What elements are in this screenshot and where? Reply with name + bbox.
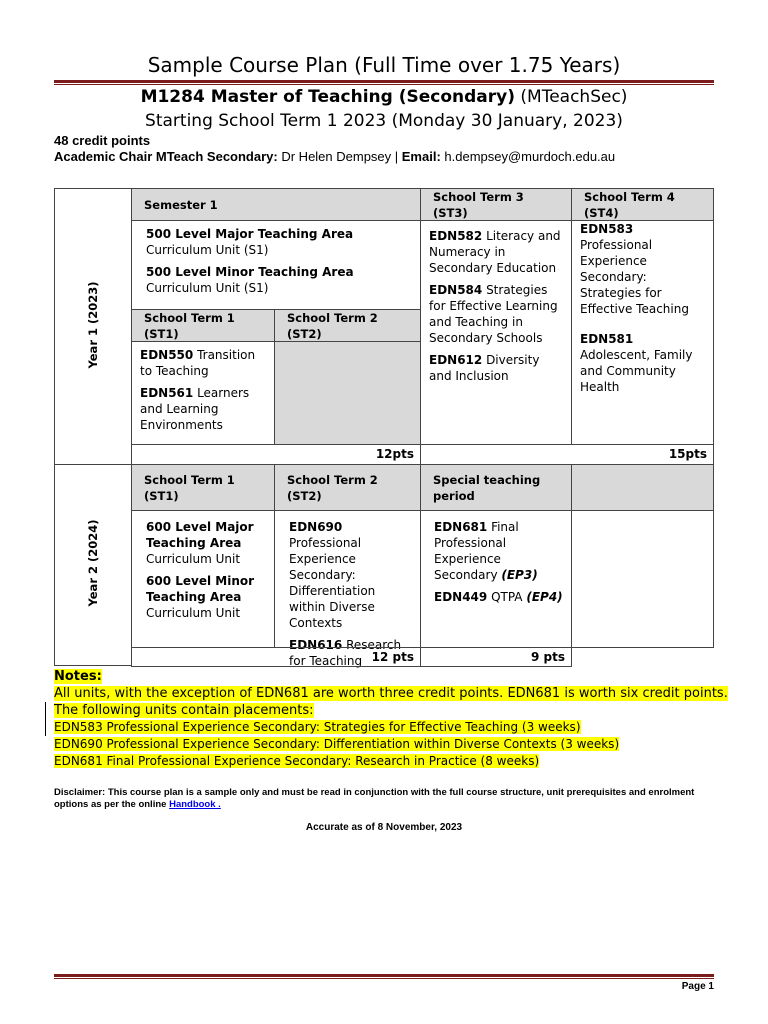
y2-st1-units <box>131 510 275 648</box>
handbook-link[interactable]: Handbook . <box>169 799 221 810</box>
st4-header <box>571 188 714 221</box>
unit-entry <box>146 573 266 621</box>
unit-entry <box>429 282 563 346</box>
page-header-title: Sample Course Plan (Full Time over 1.75 Years) <box>147 53 621 77</box>
st4-units <box>571 220 714 445</box>
y2-st1-header <box>131 464 275 511</box>
course-abbrev: (MTeachSec) <box>515 87 628 107</box>
unit-title: Literacy and Numeracy in Secondary Education <box>429 229 561 275</box>
unit-entry <box>580 331 705 395</box>
notes-line <box>54 702 728 719</box>
unit-code: EDN583 <box>580 222 634 236</box>
unit-entry <box>580 221 705 317</box>
unit-entry <box>140 385 266 433</box>
unit-title: Curriculum Unit <box>146 606 241 620</box>
unit-code: EDN584 <box>429 283 483 297</box>
special-period-header <box>420 464 572 511</box>
notes-line <box>54 719 728 736</box>
notes-line-text: The following units contain placements: <box>54 703 314 718</box>
semester1-units <box>131 220 421 310</box>
disclaimer-text: Disclaimer: This course plan is a sample only and must be read in conjunction with the full course structure, unit prerequisites and enrolment options as per the online <box>54 787 695 810</box>
semester1-header <box>131 188 421 221</box>
accuracy-date: Accurate as of 8 November, 2023 <box>305 822 463 833</box>
notes-heading-text: Notes: <box>54 669 102 684</box>
semester1-header-label: Semester 1 <box>144 197 218 212</box>
footer-rule <box>54 974 714 977</box>
course-start: Starting School Term 1 2023 (Monday 30 January, 2023) <box>145 111 623 131</box>
unit-code: EDN561 <box>140 386 194 400</box>
unit-entry <box>429 352 563 384</box>
unit-entry <box>429 228 563 276</box>
unit-code: EDN581 <box>580 332 634 346</box>
y2-pts-mid: 9 pts <box>420 647 572 667</box>
y1-pts-right: 15pts <box>420 444 714 465</box>
unit-title: Adolescent, Family and Community Health <box>580 348 693 394</box>
st3-header <box>420 188 572 221</box>
st4-header-label: School Term 4 (ST4) <box>584 189 675 220</box>
y1-st2-header-label: School Term 2 (ST2) <box>287 310 378 341</box>
st3-units <box>420 220 572 445</box>
header-rule <box>54 80 714 83</box>
y1-st2-header <box>274 309 421 342</box>
unit-entry <box>146 264 412 296</box>
unit-entry <box>146 226 412 258</box>
unit-code: 600 Level Major Teaching Area <box>146 520 254 550</box>
unit-title: Diversity and Inclusion <box>429 353 540 383</box>
y1-st1-header <box>131 309 275 342</box>
unit-entry <box>434 519 563 583</box>
credit-points: 48 credit points <box>54 133 151 148</box>
y1-pts-left: 12pts <box>131 444 421 465</box>
unit-title: Final Professional Experience Secondary <box>434 520 519 582</box>
year1-label: Year 1 (2023) <box>86 281 100 369</box>
unit-ep-tag: (EP4) <box>526 590 563 604</box>
notes-line <box>54 736 728 753</box>
notes-line <box>54 753 728 770</box>
unit-title: Curriculum Unit (S1) <box>146 243 269 257</box>
y2-st2-header <box>274 464 421 511</box>
header-rule-thin <box>54 84 714 85</box>
unit-code: EDN690 <box>289 520 343 534</box>
chair-label: Academic Chair MTeach Secondary: <box>54 149 278 164</box>
special-period-units <box>420 510 572 648</box>
unit-code: EDN616 <box>289 638 343 652</box>
notes-line-text: EDN681 Final Professional Experience Secondary: Research in Practice (8 weeks) <box>54 754 540 768</box>
academic-chair <box>54 149 615 164</box>
notes-heading <box>54 668 728 685</box>
y2-st4-header-empty <box>571 464 714 511</box>
unit-entry <box>146 519 266 567</box>
y2-pts-left: 12 pts <box>131 647 421 667</box>
notes-line-text: EDN583 Professional Experience Secondary: Strategies for Effective Teaching (3 weeks) <box>54 720 581 734</box>
special-period-header-label: Special teaching period <box>433 472 541 503</box>
y2-st2-header-label: School Term 2 (ST2) <box>287 472 378 503</box>
unit-entry <box>140 347 266 379</box>
unit-ep-tag: (EP3) <box>501 568 538 582</box>
unit-code: 500 Level Major Teaching Area <box>146 227 354 241</box>
page-number: Page 1 <box>681 981 714 992</box>
unit-entry <box>434 589 563 605</box>
unit-title: Professional Experience Secondary: Strategies for Effective Teaching <box>580 238 689 316</box>
unit-code: 600 Level Minor Teaching Area <box>146 574 255 604</box>
course-code-name: M1284 Master of Teaching (Secondary) <box>140 87 515 107</box>
text-cursor <box>45 702 46 736</box>
notes-section <box>54 668 728 770</box>
y2-st4-empty <box>571 510 714 648</box>
unit-code: EDN582 <box>429 229 483 243</box>
unit-title: Curriculum Unit (S1) <box>146 281 269 295</box>
unit-code: EDN681 <box>434 520 488 534</box>
unit-title: Curriculum Unit <box>146 552 241 566</box>
y1-st2-empty <box>274 341 421 445</box>
chair-email: h.dempsey@murdoch.edu.au <box>440 149 616 164</box>
unit-title: QTPA <box>487 590 527 604</box>
y1-st1-header-label: School Term 1 (ST1) <box>144 310 235 341</box>
unit-title: Transition to Teaching <box>140 348 256 378</box>
notes-line-text: All units, with the exception of EDN681 are worth three credit points. EDN681 is worth six credit points. <box>54 686 728 701</box>
y2-st1-header-label: School Term 1 (ST1) <box>144 472 235 503</box>
course-title <box>0 87 768 107</box>
unit-code: EDN550 <box>140 348 194 362</box>
unit-title: Strategies for Effective Learning and Teaching in Secondary Schools <box>429 283 558 345</box>
unit-title: Professional Experience Secondary: Differentiation within Diverse Contexts <box>289 536 376 630</box>
y1-st1-units <box>131 341 275 445</box>
notes-line-text: EDN690 Professional Experience Secondary: Differentiation within Diverse Contexts (3 weeks) <box>54 737 620 751</box>
notes-line <box>54 685 728 702</box>
unit-code: EDN449 <box>434 590 488 604</box>
email-label: Email: <box>401 149 441 164</box>
disclaimer <box>54 787 714 811</box>
unit-title: Learners and Learning Environments <box>140 386 250 432</box>
year2-label: Year 2 (2024) <box>86 519 100 607</box>
unit-title: Research for Teaching <box>289 638 402 668</box>
footer-rule-thin <box>54 978 714 979</box>
unit-code: 500 Level Minor Teaching Area <box>146 265 354 279</box>
unit-entry <box>289 519 412 631</box>
chair-name: Dr Helen Dempsey | <box>277 149 402 164</box>
unit-code: EDN612 <box>429 353 483 367</box>
st3-header-label: School Term 3 (ST3) <box>433 189 524 220</box>
